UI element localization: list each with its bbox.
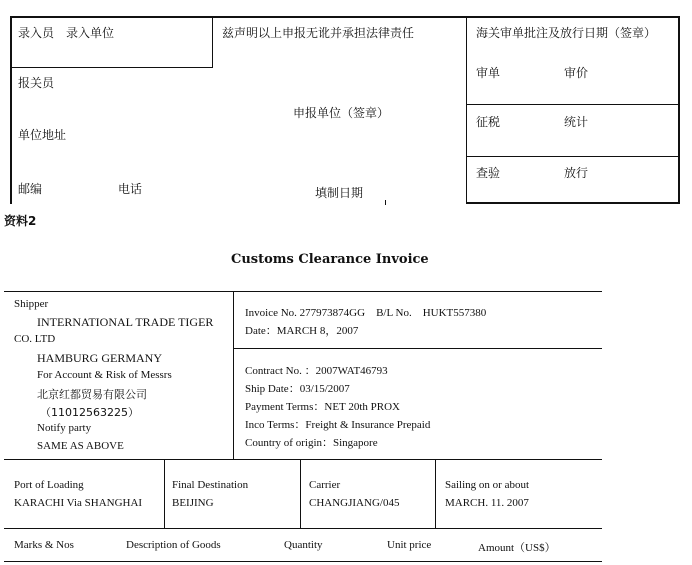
invoice-title: Customs Clearance Invoice — [231, 252, 429, 267]
notify-party-value: SAME AS ABOVE — [37, 440, 124, 452]
account-risk-label: For Account & Risk of Messrs — [37, 369, 172, 381]
top-form-left-border — [10, 16, 12, 204]
quantity-header: Quantity — [284, 539, 323, 551]
fill-date-label: 填制日期 — [315, 186, 364, 200]
top-form-entry-rule — [10, 67, 213, 68]
invoice-col-divider-3 — [435, 459, 436, 529]
inspection-label: 查验 — [476, 166, 501, 180]
contract-line: Contract No. ：2007WAT46793 — [245, 365, 388, 377]
amount-header: Amount（US$） — [478, 542, 556, 554]
final-destination-value: BEIJING — [172, 497, 214, 509]
notify-party-label: Notify party — [37, 422, 92, 434]
final-destination-label: Final Destination — [172, 479, 249, 491]
top-form-divider-2 — [466, 16, 467, 204]
carrier-label: Carrier — [309, 479, 341, 491]
port-of-loading-label: Port of Loading — [14, 479, 84, 491]
carrier-value: CHANGJIANG/045 — [309, 497, 400, 509]
ship-date-line: Ship Date：03/15/2007 — [245, 383, 350, 395]
entry-clerk-unit-label: 录入员 录入单位 — [18, 26, 115, 40]
top-form-bottom-border-right — [466, 202, 680, 204]
top-form-right-rule-1 — [466, 104, 680, 105]
inco-terms-line: Inco Terms：Freight & Insurance Prepaid — [245, 419, 431, 431]
shipper-line-1: INTERNATIONAL TRADE TIGER — [37, 315, 214, 329]
top-form-right-rule-2 — [466, 156, 680, 157]
release-label: 放行 — [564, 166, 589, 180]
shipper-line-2: CO. LTD — [14, 333, 56, 345]
invoice-date-line: Date：MARCH 8，2007 — [245, 325, 359, 337]
invoice-shipping-top-rule — [4, 459, 602, 460]
invoice-goods-top-rule — [4, 528, 602, 529]
unit-address-label: 单位地址 — [18, 128, 67, 142]
top-form-bottom-tick — [385, 200, 386, 205]
buyer-code: （11012563225） — [40, 406, 139, 419]
shipper-line-3: HAMBURG GERMANY — [37, 351, 163, 365]
invoice-top-rule — [4, 291, 602, 292]
invoice-goods-header-rule — [4, 561, 602, 562]
port-of-loading-value: KARACHI Via SHANGHAI — [14, 497, 143, 509]
customs-approval-label: 海关审单批注及放行日期（签章） — [476, 26, 657, 40]
statistics-label: 统计 — [564, 115, 589, 129]
section-label: 资料2 — [4, 214, 37, 228]
pricing-label: 审价 — [564, 66, 589, 80]
sailing-date-label: Sailing on or about — [445, 479, 530, 491]
invoice-right-mid-rule — [233, 348, 602, 349]
invoice-number-line: Invoice No. 277973874GG B/L No. HUKT557380 — [245, 307, 487, 319]
description-header: Description of Goods — [126, 539, 221, 551]
invoice-shipper-divider — [233, 291, 234, 459]
telephone-label: 电话 — [118, 182, 143, 196]
tax-collection-label: 征税 — [476, 115, 501, 129]
invoice-col-divider-2 — [300, 459, 301, 529]
declarant-label: 报关员 — [18, 76, 55, 90]
invoice-col-divider-1 — [164, 459, 165, 529]
unit-price-header: Unit price — [387, 539, 432, 551]
shipper-label: Shipper — [14, 298, 49, 310]
declaration-statement: 兹声明以上申报无讹并承担法律责任 — [222, 26, 415, 40]
buyer-name: 北京红都贸易有限公司 — [37, 388, 147, 401]
sailing-date-value: MARCH. 11. 2007 — [445, 497, 529, 509]
review-label: 审单 — [476, 66, 501, 80]
marks-nos-header: Marks & Nos — [14, 539, 74, 551]
top-form-right-border — [678, 16, 680, 204]
declaring-unit-seal-label: 申报单位（签章） — [293, 106, 390, 120]
top-form-top-border — [10, 16, 680, 18]
top-form-divider-1 — [212, 16, 213, 68]
postcode-label: 邮编 — [18, 182, 43, 196]
payment-terms-line: Payment Terms：NET 20th PROX — [245, 401, 400, 413]
country-of-origin-line: Country of origin：Singapore — [245, 437, 378, 449]
